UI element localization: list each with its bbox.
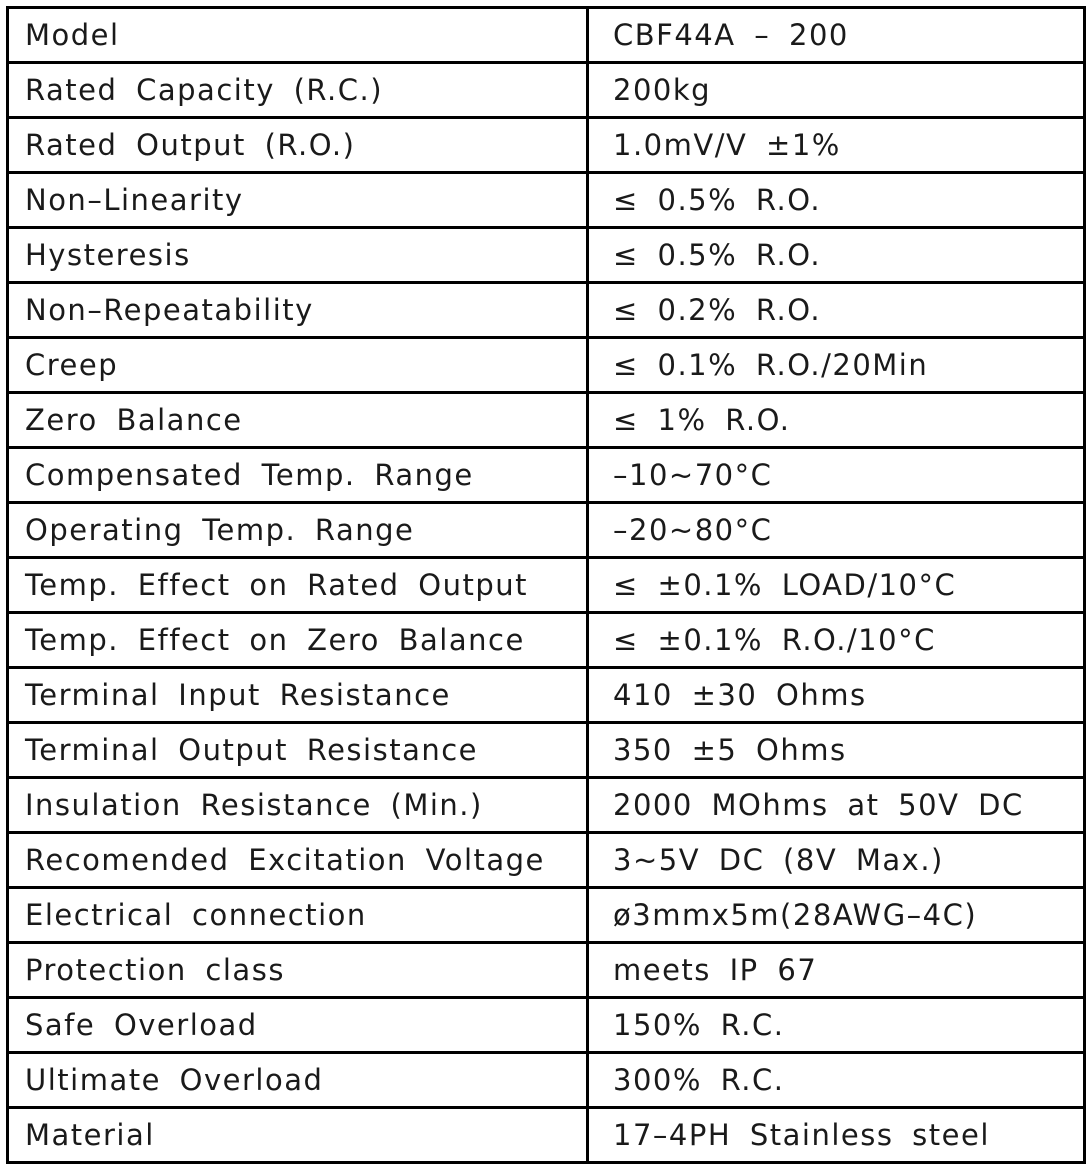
value-cell: 17–4PH Stainless steel [588, 1108, 1085, 1163]
parameter-cell: Recomended Excitation Voltage [8, 833, 588, 888]
parameter-cell: Terminal Input Resistance [8, 668, 588, 723]
value-cell: ≤ 0.5% R.O. [588, 228, 1085, 283]
value-cell: 300% R.C. [588, 1053, 1085, 1108]
value-cell: 2000 MOhms at 50V DC [588, 778, 1085, 833]
value-cell: ≤ 0.2% R.O. [588, 283, 1085, 338]
parameter-cell: Rated Capacity (R.C.) [8, 63, 588, 118]
value-cell: 1.0mV/V ±1% [588, 118, 1085, 173]
parameter-cell: Ultimate Overload [8, 1053, 588, 1108]
parameter-cell: Terminal Output Resistance [8, 723, 588, 778]
specification-table [6, 6, 1086, 1164]
value-cell: 350 ±5 Ohms [588, 723, 1085, 778]
parameter-cell: Material [8, 1108, 588, 1163]
value-cell: 150% R.C. [588, 998, 1085, 1053]
parameter-cell: Temp. Effect on Zero Balance [8, 613, 588, 668]
value-cell: –10~70°C [588, 448, 1085, 503]
table-row [8, 558, 1085, 613]
value-cell: ≤ 0.1% R.O./20Min [588, 338, 1085, 393]
value-cell: ≤ 0.5% R.O. [588, 173, 1085, 228]
table-row [8, 228, 1085, 283]
parameter-cell: Model [8, 8, 588, 63]
table-row [8, 8, 1085, 63]
parameter-cell: Zero Balance [8, 393, 588, 448]
table-row [8, 338, 1085, 393]
table-row [8, 998, 1085, 1053]
parameter-cell: Non–Linearity [8, 173, 588, 228]
table-row [8, 283, 1085, 338]
table-row [8, 668, 1085, 723]
parameter-cell: Operating Temp. Range [8, 503, 588, 558]
value-cell: 3~5V DC (8V Max.) [588, 833, 1085, 888]
value-cell: 410 ±30 Ohms [588, 668, 1085, 723]
parameter-cell: Electrical connection [8, 888, 588, 943]
table-row [8, 1053, 1085, 1108]
value-cell: 200kg [588, 63, 1085, 118]
value-cell: ≤ ±0.1% LOAD/10°C [588, 558, 1085, 613]
table-row [8, 778, 1085, 833]
table-row [8, 503, 1085, 558]
table-row [8, 888, 1085, 943]
value-cell: ≤ 1% R.O. [588, 393, 1085, 448]
table-row [8, 118, 1085, 173]
table-row [8, 613, 1085, 668]
parameter-cell: Non–Repeatability [8, 283, 588, 338]
parameter-cell: Hysteresis [8, 228, 588, 283]
parameter-cell: Safe Overload [8, 998, 588, 1053]
table-row [8, 943, 1085, 998]
value-cell: meets IP 67 [588, 943, 1085, 998]
parameter-cell: Protection class [8, 943, 588, 998]
parameter-cell: Temp. Effect on Rated Output [8, 558, 588, 613]
value-cell: ≤ ±0.1% R.O./10°C [588, 613, 1085, 668]
table-row [8, 173, 1085, 228]
table-row [8, 1108, 1085, 1163]
table-row [8, 393, 1085, 448]
table-row [8, 448, 1085, 503]
value-cell: ø3mmx5m(28AWG–4C) [588, 888, 1085, 943]
parameter-cell: Insulation Resistance (Min.) [8, 778, 588, 833]
table-row [8, 63, 1085, 118]
parameter-cell: Rated Output (R.O.) [8, 118, 588, 173]
value-cell: CBF44A – 200 [588, 8, 1085, 63]
table-row [8, 723, 1085, 778]
parameter-cell: Creep [8, 338, 588, 393]
parameter-cell: Compensated Temp. Range [8, 448, 588, 503]
table-row [8, 833, 1085, 888]
value-cell: –20~80°C [588, 503, 1085, 558]
